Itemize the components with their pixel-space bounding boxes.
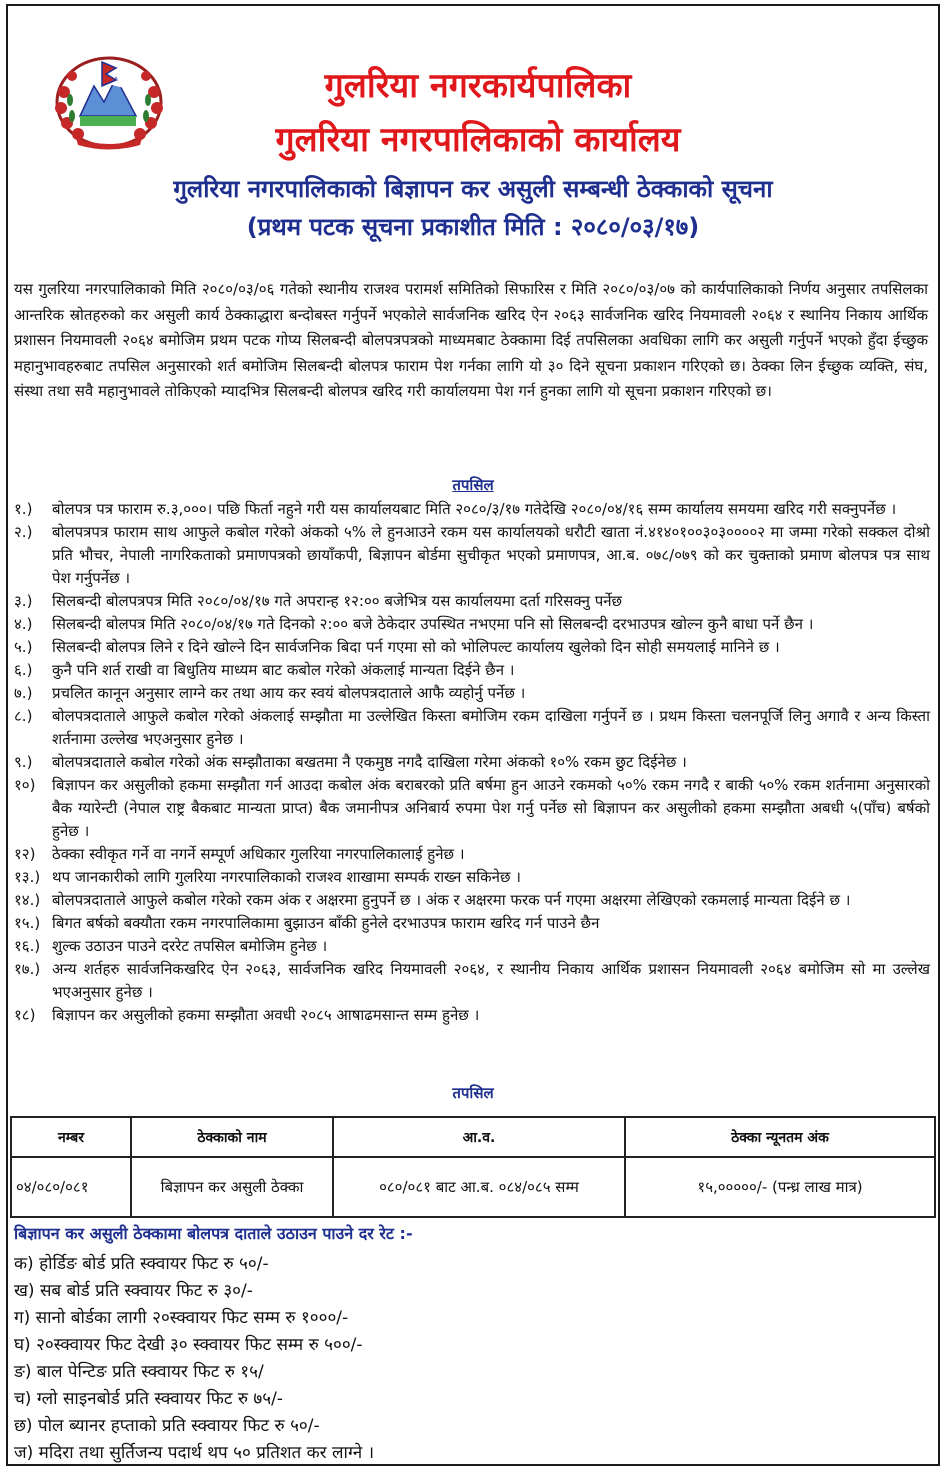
municipal-executive-title: गुलरिया नगरकार्यपालिका: [324, 66, 632, 106]
notice-page: [6, 4, 940, 1466]
list-item-text: बिगत बर्षको बक्यौता रकम नगरपालिकामा बुझाउन बाँकी हुनेले दरभाउपत्र फाराम खरिद गर्न पाउने छैन: [52, 914, 600, 932]
col-minimum-amount-header: ठेक्का न्यूनतम अंक: [625, 1117, 935, 1157]
list-item-number: १४.): [14, 891, 41, 909]
list-item: [14, 866, 930, 889]
conditions-list: [14, 498, 930, 1027]
list-item-text: बिज्ञापन कर असुलीको हकमा सम्झौता गर्न आउदा कबोल अंक बराबरको प्रति बर्षमा हुन आउने रकमको ५०% रकम नगदै र बाकी ५०% रकम शर्तनामा अनुसारको बैक ग्यारेन्टी (नेपाल राष्ट्र बैकबाट मान्यता प्राप्त) बैक जमानीपत्र अनिबार्य रुपमा पेश गर्नु पर्नेछ सो बिज्ञापन कर असुलीको हकमा सम्झौता अबधी ५(पाँच) बर्षको हुनेछ ।: [52, 776, 930, 840]
notice-title: गुलरिया नगरपालिकाको बिज्ञापन कर असुली सम्बन्धी ठेक्काको सूचना: [173, 175, 773, 203]
list-item-number: १५.): [14, 914, 41, 932]
publish-date-note: (प्रथम पटक सूचना प्रकाशीत मिति : २०८०/०३/१७): [246, 213, 700, 241]
cell-contract-name: बिज्ञापन कर असुली ठेक्का: [131, 1157, 333, 1217]
list-item-text: बोलपत्रदाताले कबोल गरेको अंक सम्झौताका बखतमा नै एकमुष्ठ नगदै दाखिला गरेमा अंकको १०% रकम छुट दिईनेछ ।: [52, 753, 687, 771]
list-item: [14, 774, 930, 843]
rate-item: छ) पोल ब्यानर हप्ताको प्रति स्क्वायर फिट रु ५०/-: [14, 1416, 320, 1436]
municipal-office-title: गुलरिया नगरपालिकाको कार्यालय: [275, 120, 681, 160]
list-item: [14, 705, 930, 751]
list-item-text: बिज्ञापन कर असुलीको हकमा सम्झौता अवधी २०८५ आषाढमसान्त सम्म हुनेछ ।: [52, 1006, 480, 1024]
list-item: [14, 958, 930, 1004]
tapsil-heading: तपसिल: [452, 476, 494, 494]
list-item: [14, 843, 930, 866]
rate-item: घ) २०स्क्वायर फिट देखी ३० स्क्वायर फिट सम्म रु ५००/-: [14, 1335, 363, 1355]
list-item-number: १३.): [14, 868, 41, 886]
list-item-text: बोलपत्र पत्र फाराम रु.३,०००। पछि फिर्ता नहुने गरी यस कार्यालयबाट मिति २०८०/३/१७ गतेदेखि २०८०/०४/१६ सम्म कार्यालय समयमा खरिद गरी सक्नुपर्नेछ ।: [52, 500, 897, 518]
list-item-number: १८): [14, 1006, 36, 1024]
col-number-header: नम्बर: [11, 1117, 131, 1157]
list-item-number: ८.): [14, 707, 33, 725]
intro-paragraph: यस गुलरिया नगरपालिकाको मिति २०८०/०३/०६ गतेको स्थानीय राजश्व परामर्श समितिको सिफारिस र मिति २०८०/०३/०७ को कार्यपालिकाको निर्णय अनुसार तपसिलका आन्तरिक स्रोतहरुको कर असुली कार्य ठेक्काद्धारा बन्दोबस्त गर्नुपर्ने भएकोले सार्वजनिक खरिद ऐन २०६३ सार्वजनिक खरिद नियमावली २०६४ र स्थानिय निकाय आर्थिक प्रशासन नियमावली २०६४ बमोजिम प्रथम पटक गोप्य सिलबन्दी बोलपत्रपत्रको माध्यमबाट ठेक्कामा दिई तपसिलका अवधिका लागि कर असुली गर्नुपर्ने भएको हुँदा ईच्छुक महानुभावहरुबाट तपसिल अनुसारको शर्त बमोजिम सिलबन्दी बोलपत्र फाराम पेश गर्नका लागि यो ३० दिने सूचना प्रकाशन गरिएको छ। ठेक्का लिन ईच्छुक व्यक्ति, संघ, संस्था तथा सवै महानुभावले तोकिएको म्यादभित्र सिलबन्दी बोलपत्र खरिद गरी कार्यालयमा पेश गर्न हुनका लागि यो सूचना प्रकाशन गरिएको छ।: [14, 280, 928, 400]
list-item-number: ६.): [14, 661, 33, 679]
list-item-number: १२): [14, 845, 36, 863]
list-item: [14, 935, 930, 958]
list-item-number: २.): [14, 523, 33, 541]
list-item-number: १.): [14, 500, 33, 518]
list-item-text: सिलबन्दी बोलपत्रपत्र मिति २०८०/०४/१७ गते अपरान्ह १२:०० बजेभित्र यस कार्यालयमा दर्ता गरिसक्नु पर्नेछ: [52, 592, 623, 610]
list-item-text: बोलपत्रदाताले आफुले कबोल गरेको रकम अंक र अक्षरमा हुनुपर्ने छ । अंक र अक्षरमा फरक पर्न गएमा अक्षरमा लेखिएको रकमलाई मान्यता दिईने छ ।: [52, 891, 851, 909]
list-item-number: ५.): [14, 638, 33, 656]
list-item: [14, 751, 930, 774]
list-item: [14, 912, 930, 935]
table-header-row: [11, 1117, 935, 1157]
cell-number: ०४/०८०/०८१: [11, 1157, 131, 1217]
list-item-text: ठेक्का स्वीकृत गर्ने वा नगर्ने सम्पूर्ण अधिकार गुलरिया नगरपालिकालाई हुनेछ ।: [52, 845, 465, 863]
rate-item: ख) सब बोर्ड प्रति स्क्वायर फिट रु ३०/-: [14, 1281, 253, 1301]
government-emblem-icon: [50, 52, 168, 152]
list-item-number: १६.): [14, 937, 41, 955]
list-item-text: कुनै पनि शर्त राखी वा बिधुतिय माध्यम बाट कबोल गरेको अंकलाई मान्यता दिईने छैन ।: [52, 661, 515, 679]
list-item: [14, 521, 930, 590]
list-item: [14, 636, 930, 659]
contract-table: [10, 1116, 936, 1218]
list-item-number: ३.): [14, 592, 33, 610]
rate-item: ग) सानो बोर्डका लागी २०स्क्वायर फिट सम्म रु १०००/-: [14, 1308, 349, 1328]
cell-minimum-amount: १५,०००००/- (पन्ध्र लाख मात्र): [625, 1157, 935, 1217]
col-fiscal-year-header: आ.व.: [333, 1117, 625, 1157]
list-item-number: ७.): [14, 684, 33, 702]
list-item-number: ९.): [14, 753, 33, 771]
list-item-text: सिलबन्दी बोलपत्र लिने र दिने खोल्ने दिन सार्वजनिक बिदा पर्न गएमा सो को भोलिपल्ट कार्यालय खुलेको दिन सोही समयलाई मानिने छ ।: [52, 638, 780, 656]
rate-item: ङ) बाल पेन्टिङ प्रति स्क्वायर फिट रु १५/: [14, 1362, 264, 1382]
list-item: [14, 889, 930, 912]
list-item-number: ४.): [14, 615, 33, 633]
col-contract-name-header: ठेक्काको नाम: [131, 1117, 333, 1157]
cell-fiscal-year: ०८०/०८१ बाट आ.ब. ०८४/०८५ सम्म: [333, 1157, 625, 1217]
rates-heading: बिज्ञापन कर असुली ठेक्कामा बोलपत्र दाताले उठाउन पाउने दर रेट :-: [14, 1224, 413, 1243]
rate-item: क) होर्डिङ बोर्ड प्रति स्क्वायर फिट रु ५०/-: [14, 1254, 269, 1274]
list-item-text: थप जानकारीको लागि गुलरिया नगरपालिकाको राजश्व शाखामा सम्पर्क राख्न सकिनेछ ।: [52, 868, 521, 886]
list-item-text: बोलपत्रदाताले आफुले कबोल गरेको अंकलाई सम्झौता मा उल्लेखित किस्ता बमोजिम रकम दाखिला गर्नुपर्ने छ । प्रथम किस्ता चलनपूर्जि लिनु अगावै र अन्य किस्ता शर्तनामा उल्लेख भएअनुसार हुनेछ ।: [52, 707, 930, 748]
tapsil-heading-2: तपसिल: [452, 1084, 494, 1102]
rate-item: च) ग्लो साइनबोर्ड प्रति स्क्वायर फिट रु ७५/-: [14, 1389, 283, 1409]
table-row: [11, 1157, 935, 1217]
list-item-text: सिलबन्दी बोलपत्र मिति २०८०/०४/१७ गते दिनको २:०० बजे ठेकेदार उपस्थित नभएमा पनि सो सिलबन्दी दरभाउपत्र खोल्न कुनै बाधा पर्ने छैन ।: [52, 615, 814, 633]
list-item-text: प्रचलित कानून अनुसार लाग्ने कर तथा आय कर स्वयं बोलपत्रदाताले आफै व्यहोर्नु पर्नेछ ।: [52, 684, 526, 702]
list-item: [14, 498, 930, 521]
rate-item: ज) मदिरा तथा सुर्तिजन्य पदार्थ थप ५० प्रतिशत कर लाग्ने ।: [14, 1443, 375, 1463]
list-item-text: अन्य शर्तहरु सार्वजनिकखरिद ऐन २०६३, सार्वजनिक खरिद नियमावली २०६४, र स्थानीय निकाय आर्थिक प्रशासन नियमावली २०६४ बमोजिम सो मा उल्लेख भएअनुसार हुनेछ ।: [52, 960, 930, 1001]
rates-list: [14, 1251, 374, 1466]
list-item: [14, 682, 930, 705]
list-item: [14, 1004, 930, 1027]
list-item: [14, 613, 930, 636]
list-item-text: शुल्क उठाउन पाउने दररेट तपसिल बमोजिम हुनेछ ।: [52, 937, 328, 955]
list-item-number: १०): [14, 776, 36, 794]
list-item: [14, 659, 930, 682]
list-item-text: बोलपत्रपत्र फाराम साथ आफुले कबोल गरेको अंकको ५% ले हुनआउने रकम यस कार्यालयको धरौटी खाता नं.४१४०१००३०३००००२ मा जम्मा गरेको सक्कल दोश्रो प्रति भौचर, नेपाली नागरिकताको प्रमाणपत्रको छायाँकपी, बिज्ञापन बोर्डमा सुचीकृत भएको प्रमाणपत्र, आ.ब. ०७८/०७९ को कर चुक्ताको प्रमाण बोलपत्र पत्र साथ पेश गर्नुपर्नेछ ।: [52, 523, 930, 587]
list-item: [14, 590, 930, 613]
list-item-number: १७.): [14, 960, 41, 978]
